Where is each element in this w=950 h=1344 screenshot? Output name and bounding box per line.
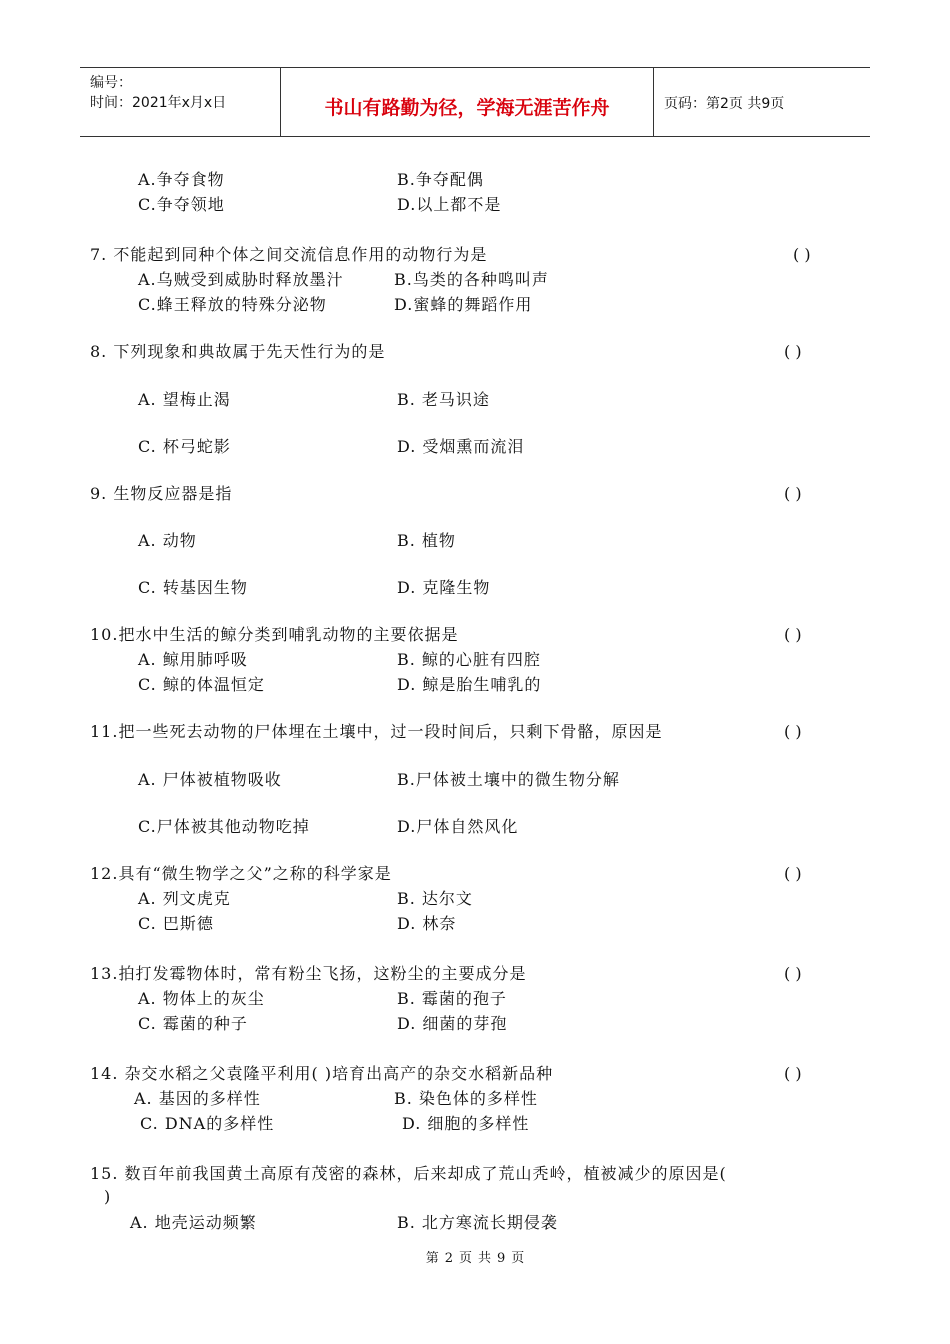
q13-option-d: D. 细菌的芽孢 xyxy=(397,1014,508,1033)
q12-stem: 12.具有“微生物学之父”之称的科学家是 xyxy=(90,864,392,883)
header-meta xyxy=(80,68,281,136)
q6-option-d: D.以上都不是 xyxy=(397,195,502,214)
q11-option-c: C.尸体被其他动物吃掉 xyxy=(138,817,310,836)
q15-stem-continued: ) xyxy=(104,1187,112,1206)
q7-answer-blank: ( ) xyxy=(793,245,811,264)
q12-option-a: A. 列文虎克 xyxy=(138,889,231,908)
page-header xyxy=(80,67,870,137)
q12-option-d: D. 林奈 xyxy=(397,914,457,933)
q14-option-a: A. 基因的多样性 xyxy=(134,1089,261,1108)
q8-stem: 8. 下列现象和典故属于先天性行为的是 xyxy=(90,342,386,361)
q15-stem: 15. 数百年前我国黄土高原有茂密的森林，后来却成了荒山秃岭，植被减少的原因是( xyxy=(90,1164,727,1183)
q11-option-b: B.尸体被土壤中的微生物分解 xyxy=(397,770,620,789)
q7-option-b: B.鸟类的各种鸣叫声 xyxy=(394,270,549,289)
q8-option-b: B. 老马识途 xyxy=(397,390,490,409)
motto: 书山有路勤为径，学海无涯苦作舟 xyxy=(324,97,610,119)
q8-option-c: C. 杯弓蛇影 xyxy=(138,437,231,456)
q12-option-c: C. 巴斯德 xyxy=(138,914,214,933)
q11-stem: 11.把一些死去动物的尸体埋在土壤中，过一段时间后，只剩下骨骼，原因是 xyxy=(90,722,663,741)
q7-option-a: A.乌贼受到威胁时释放墨汁 xyxy=(138,270,344,289)
q10-option-a: A. 鲸用肺呼吸 xyxy=(138,650,248,669)
q12-answer-blank: ( ) xyxy=(784,864,802,883)
q9-option-c: C. 转基因生物 xyxy=(138,578,248,597)
footer-di: 第 xyxy=(425,1251,439,1266)
footer-gong: 共 xyxy=(478,1251,492,1266)
q14-option-d: D. 细胞的多样性 xyxy=(402,1114,530,1133)
q6-option-b: B.争夺配偶 xyxy=(397,170,484,189)
q9-option-b: B. 植物 xyxy=(397,531,456,550)
q15-option-b: B. 北方寒流长期侵袭 xyxy=(397,1213,558,1232)
page-info: 页码：第2页 共9页 xyxy=(664,96,785,112)
q9-option-d: D. 克隆生物 xyxy=(397,578,491,597)
q8-option-a: A. 望梅止渴 xyxy=(138,390,231,409)
q7-option-d: D.蜜蜂的舞蹈作用 xyxy=(394,295,533,314)
header-motto-cell xyxy=(281,68,654,136)
q6-option-a: A.争夺食物 xyxy=(138,170,225,189)
q7-stem: 7. 不能起到同种个体之间交流信息作用的动物行为是 xyxy=(90,245,488,264)
page-footer xyxy=(0,1247,950,1266)
footer-total-pages: 9 xyxy=(497,1251,506,1266)
q14-option-b: B. 染色体的多样性 xyxy=(394,1089,538,1108)
q13-stem: 13.拍打发霉物体时，常有粉尘飞扬，这粉尘的主要成分是 xyxy=(90,964,527,983)
footer-page-number: 2 xyxy=(444,1251,453,1266)
q7-option-c: C.蜂王释放的特殊分泌物 xyxy=(138,295,327,314)
q10-stem: 10.把水中生活的鲸分类到哺乳动物的主要依据是 xyxy=(90,625,459,644)
q12-option-b: B. 达尔文 xyxy=(397,889,473,908)
q10-option-d: D. 鲸是胎生哺乳的 xyxy=(397,675,542,694)
q11-option-a: A. 尸体被植物吸收 xyxy=(138,770,282,789)
footer-ye: 页 xyxy=(458,1251,472,1266)
q11-answer-blank: ( ) xyxy=(784,722,802,741)
q11-option-d: D.尸体自然风化 xyxy=(397,817,519,836)
q14-option-c: C. DNA的多样性 xyxy=(140,1114,275,1133)
number-label: 编号： xyxy=(90,75,132,91)
q13-answer-blank: ( ) xyxy=(784,964,802,983)
time-label: 时间：2021年x月x日 xyxy=(90,95,227,111)
q10-option-b: B. 鲸的心脏有四腔 xyxy=(397,650,541,669)
q9-answer-blank: ( ) xyxy=(784,484,802,503)
q9-option-a: A. 动物 xyxy=(138,531,197,550)
q6-option-c: C.争夺领地 xyxy=(138,195,225,214)
q8-answer-blank: ( ) xyxy=(784,342,802,361)
q14-answer-blank: ( ) xyxy=(784,1064,802,1083)
q10-answer-blank: ( ) xyxy=(784,625,802,644)
footer-ye-2: 页 xyxy=(511,1251,525,1266)
q15-option-a: A. 地壳运动频繁 xyxy=(130,1213,257,1232)
q10-option-c: C. 鲸的体温恒定 xyxy=(138,675,265,694)
q13-option-c: C. 霉菌的种子 xyxy=(138,1014,248,1033)
q14-stem: 14. 杂交水稻之父袁隆平利用( )培育出高产的杂交水稻新品种 xyxy=(90,1064,554,1083)
q9-stem: 9. 生物反应器是指 xyxy=(90,484,233,503)
q13-option-b: B. 霉菌的孢子 xyxy=(397,989,507,1008)
q13-option-a: A. 物体上的灰尘 xyxy=(138,989,265,1008)
q8-option-d: D. 受烟熏而流泪 xyxy=(397,437,525,456)
